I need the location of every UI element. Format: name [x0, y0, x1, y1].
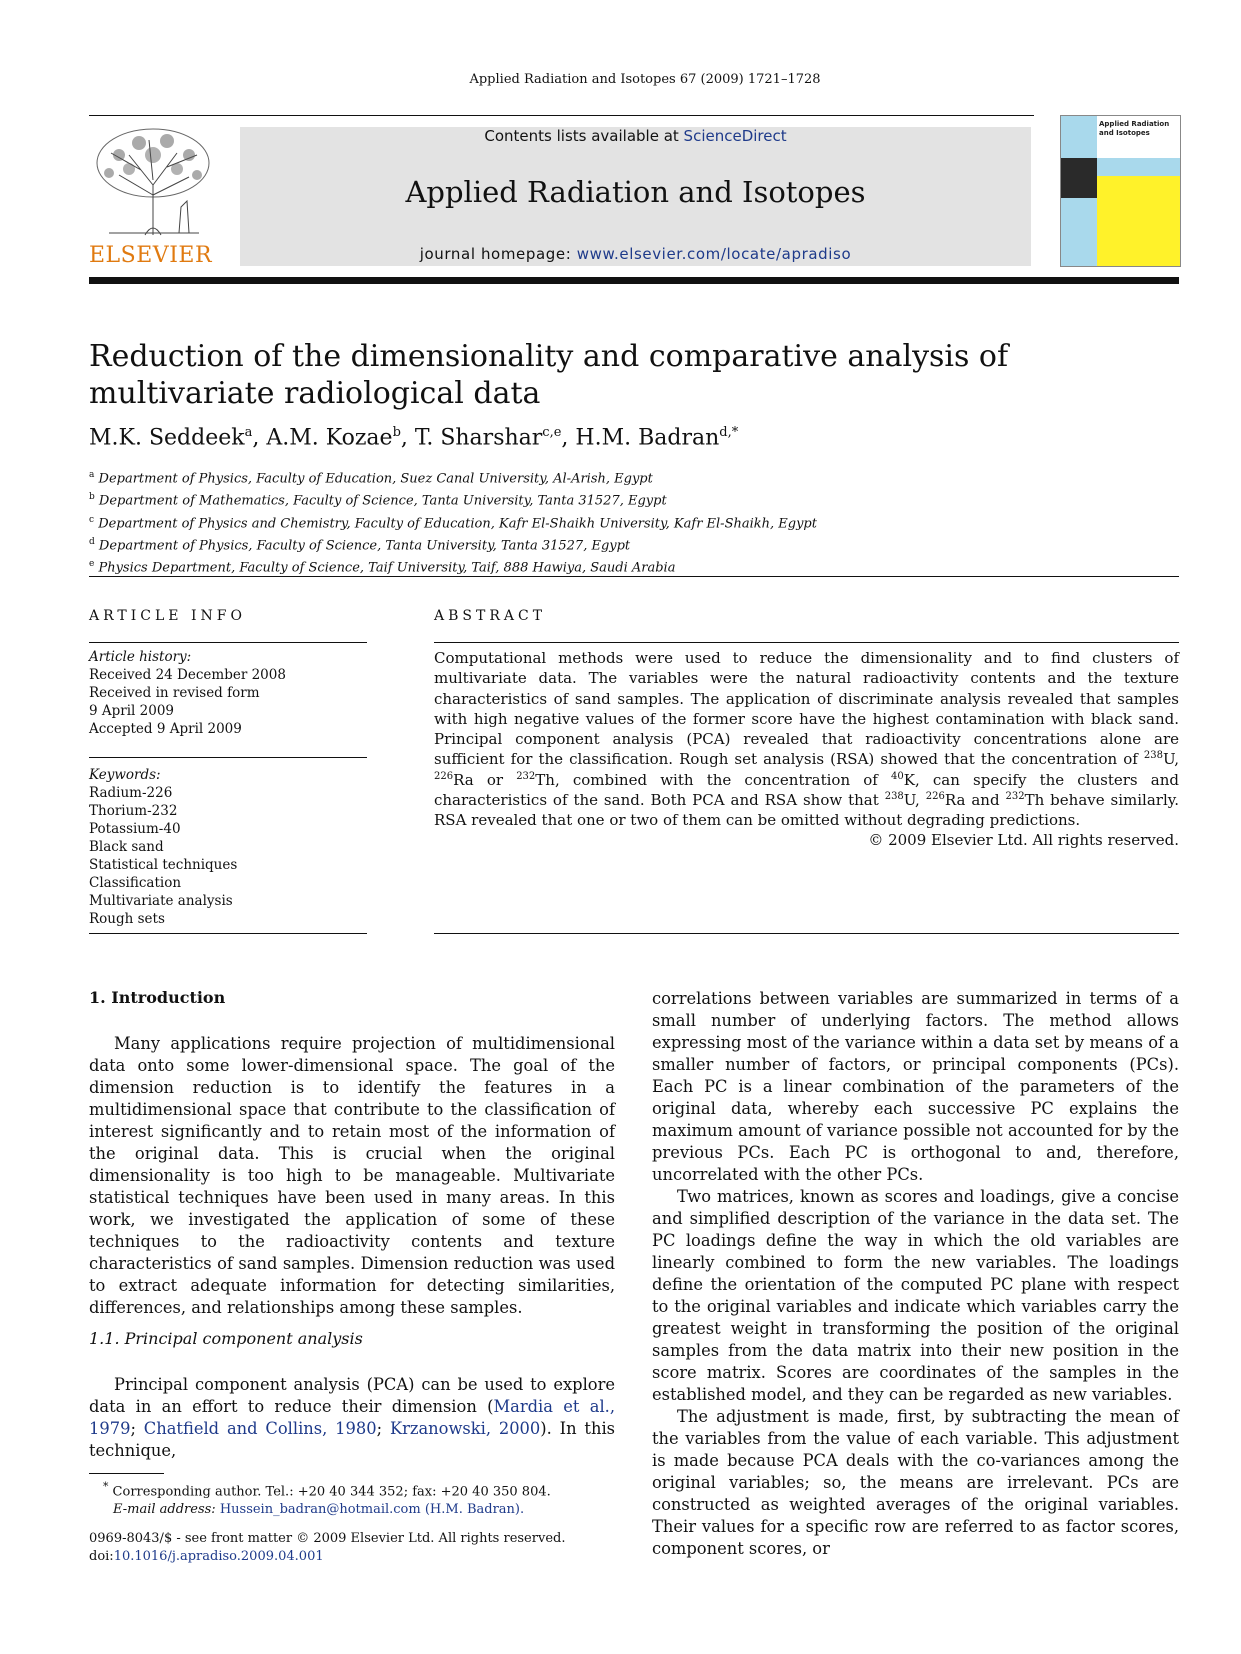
history-item: Received 24 December 2008 [89, 667, 286, 683]
sciencedirect-link[interactable]: ScienceDirect [683, 127, 787, 145]
keyword-item: Statistical techniques [89, 857, 238, 873]
abstract-heading: ABSTRACT [434, 608, 547, 624]
affiliations [89, 466, 817, 578]
keyword-item: Thorium-232 [89, 803, 178, 819]
keyword-item: Black sand [89, 839, 164, 855]
body-paragraph: The adjustment is made, first, by subtracting the mean of the variables from the value of each variable. This adjustment is made because PCA deals with the co-variances among the original variables; so, the means are irrelevant. PCs are constructed as weighted averages of the original variables. Their values for a specific row are referred to as factor scores, component scores, or [652, 1407, 1179, 1558]
body-paragraph: correlations between variables are summarized in terms of a small number of underlying factors. The method allows expressing most of the variance within a data set by means of a smaller number of factors, or principal components (PCs). Each PC is a linear combination of the parameters of the original data, whereby each successive PC explains the maximum amount of variance possible not accounted for by the previous PCs. Each PC is orthogonal to and, therefore, uncorrelated with the other PCs. [652, 989, 1179, 1184]
journal-name: Applied Radiation and Isotopes [405, 175, 866, 209]
author-sup[interactable]: d,* [719, 425, 739, 440]
affiliation-item: $^a$ Department of Physics, Faculty of Education, Suez Canal University, Al-Arish, Egypt [89, 470, 653, 487]
homepage-prefix: journal homepage: [419, 245, 577, 263]
affiliation-item: $^b$ Department of Mathematics, Faculty of Science, Tanta University, Tanta 31527, Egypt [89, 492, 667, 509]
keyword-item: Rough sets [89, 911, 165, 927]
abstract-text: Computational methods were used to reduce the dimensionality and to find clusters of multivariate data. The variables were the natural radioactivity contents and the texture characteristics of sand samples. The application of discriminate analysis revealed that samples with high negative values of the former score have the highest contamination with black sand. Principal component analysis (PCA) revealed that radioactivity concentrations alone are sufficient for the classification. Rough set analysis (RSA) showed that the concentration of $^{238}$U, $^{226}$Ra or $^{232}$Th, combined with the concentration of $^{40}$K, can specify the clusters and characteristics of the sand. Both PCA and RSA show that $^{238}$U, $^{226}$Ra and $^{232}$Th behave similarly. RSA revealed that one or two of them can be omitted without degrading predictions. [434, 649, 1180, 830]
elsevier-tree-icon [89, 125, 217, 237]
body-paragraph: Two matrices, known as scores and loadings, give a concise and simplified description of the variance in the data set. The PC loadings define the way in which the old variables are linearly combined to form the new variables. The loadings define the orientation of the computed PC plane with respect to the original variables and indicate which variables carry the greatest weight in transforming the position of the original samples from the data matrix into their new position in the score matrix. Scores are coordinates of the samples in the established model, and they can be regarded as new variables. [652, 1187, 1179, 1404]
elsevier-logo [89, 125, 219, 267]
divider [434, 642, 1179, 643]
abstract-copyright: © 2009 Elsevier Ltd. All rights reserved. [868, 831, 1179, 849]
affiliation-item: $^d$ Department of Physics, Faculty of Science, Tanta University, Tanta 31527, Egypt [89, 536, 631, 554]
top-rule [89, 115, 1034, 116]
homepage-line [240, 245, 1031, 263]
article-history [89, 648, 367, 738]
author-name: A.M. Kozae [266, 425, 393, 451]
history-item: Accepted 9 April 2009 [89, 721, 242, 737]
footnote-rule [89, 1473, 164, 1474]
body-paragraph: Principal component analysis (PCA) can be used to explore data in an effort to reduce their dimension (Mardia et al., 1979; Chatfield and Collins, 1980; Krzanowski, 2000). In this technique, [89, 1375, 616, 1460]
homepage-link[interactable]: www.elsevier.com/locate/apradiso [576, 245, 852, 263]
journal-reference: Applied Radiation and Isotopes 67 (2009) 1721–1728 [469, 72, 821, 87]
corresponding-author-footnote: * Corresponding author. Tel.: +20 40 344 352; fax: +20 40 350 804. E-mail address: Hussein_badran@hotmail.com (H.M. Badran). [103, 1480, 551, 1518]
subsection-heading: 1.1. Principal component analysis [89, 1329, 363, 1348]
author-sup[interactable]: c,e [542, 425, 562, 440]
author-name: H.M. Badran [575, 425, 720, 451]
issn-line: 0969-8043/$ - see front matter © 2009 Elsevier Ltd. All rights reserved. [89, 1531, 566, 1546]
author-name: T. Sharshar [414, 425, 543, 451]
citation-link[interactable]: Mardia et al., 1979 [89, 1397, 616, 1438]
author-name: M.K. Seddeek [89, 425, 245, 451]
history-label: Article history: [89, 649, 192, 665]
affiliation-item: $^e$ Physics Department, Faculty of Science, Taif University, Taif, 888 Hawiya, Saudi Arabia [89, 559, 676, 576]
history-item: 9 April 2009 [89, 703, 175, 719]
keyword-item: Potassium-40 [89, 821, 181, 837]
history-item: Received in revised form [89, 685, 260, 701]
contents-line [240, 127, 1031, 145]
article-title: Reduction of the dimensionality and comparative analysis of multivariate radiological data [89, 339, 1009, 411]
journal-masthead [240, 127, 1031, 266]
section-heading: 1. Introduction [89, 988, 226, 1007]
journal-cover-thumbnail [1060, 115, 1181, 267]
keyword-item: Multivariate analysis [89, 893, 233, 909]
author-sup[interactable]: b [392, 425, 401, 440]
email-link[interactable]: Hussein_badran@hotmail.com [219, 1502, 421, 1518]
divider [89, 576, 1179, 577]
affiliation-item: $^c$ Department of Physics and Chemistry, Faculty of Education, Kafr El-Shaikh University, Kafr El-Shaikh, Egypt [89, 514, 817, 531]
author-list: M.K. Seddeek$^a$, A.M. Kozae$^b$, T. Sharshar$^{c,e}$, H.M. Badran$^{d,*}$ [89, 425, 739, 451]
divider [89, 933, 367, 934]
article-info-heading: ARTICLE INFO [89, 608, 246, 624]
citation-link[interactable]: Krzanowski, 2000 [389, 1419, 541, 1438]
right-column [652, 988, 1179, 1560]
keywords-label: Keywords: [89, 767, 161, 783]
body-paragraph: Many applications require projection of multidimensional data onto some lower-dimensional space. The goal of the dimension reduction is to identify the features in a multidimensional space that contribute to the classification of interest significantly and to retain most of the information of the original data. This is crucial when the original dimensionality is too high to be manageable. Multivariate statistical techniques have been used in many areas. In this work, we investigated the application of some of these techniques to the radioactivity contents and texture characteristics of sand samples. Dimension reduction was used to extract adequate information for detecting similarities, differences, and relationships among these samples. [89, 1034, 615, 1317]
author-sup[interactable]: a [244, 425, 253, 440]
header-thick-rule [89, 277, 1179, 284]
keyword-item: Radium-226 [89, 785, 173, 801]
doi-link[interactable]: 10.1016/j.apradiso.2009.04.001 [113, 1549, 324, 1564]
cover-title: Applied Radiation and Isotopes [1099, 120, 1170, 137]
contents-prefix: Contents lists available at [484, 127, 684, 145]
front-matter: 0969-8043/$ - see front matter © 2009 Elsevier Ltd. All rights reserved. doi:10.1016/j.apradiso.2009.04.001 [89, 1531, 566, 1564]
citation-link[interactable]: Chatfield and Collins, 1980 [143, 1419, 377, 1438]
keyword-item: Classification [89, 875, 182, 891]
keywords [89, 766, 367, 928]
divider [89, 642, 367, 643]
publisher-wordmark: ELSEVIER [89, 243, 213, 268]
divider [89, 757, 367, 758]
divider [434, 933, 1179, 934]
